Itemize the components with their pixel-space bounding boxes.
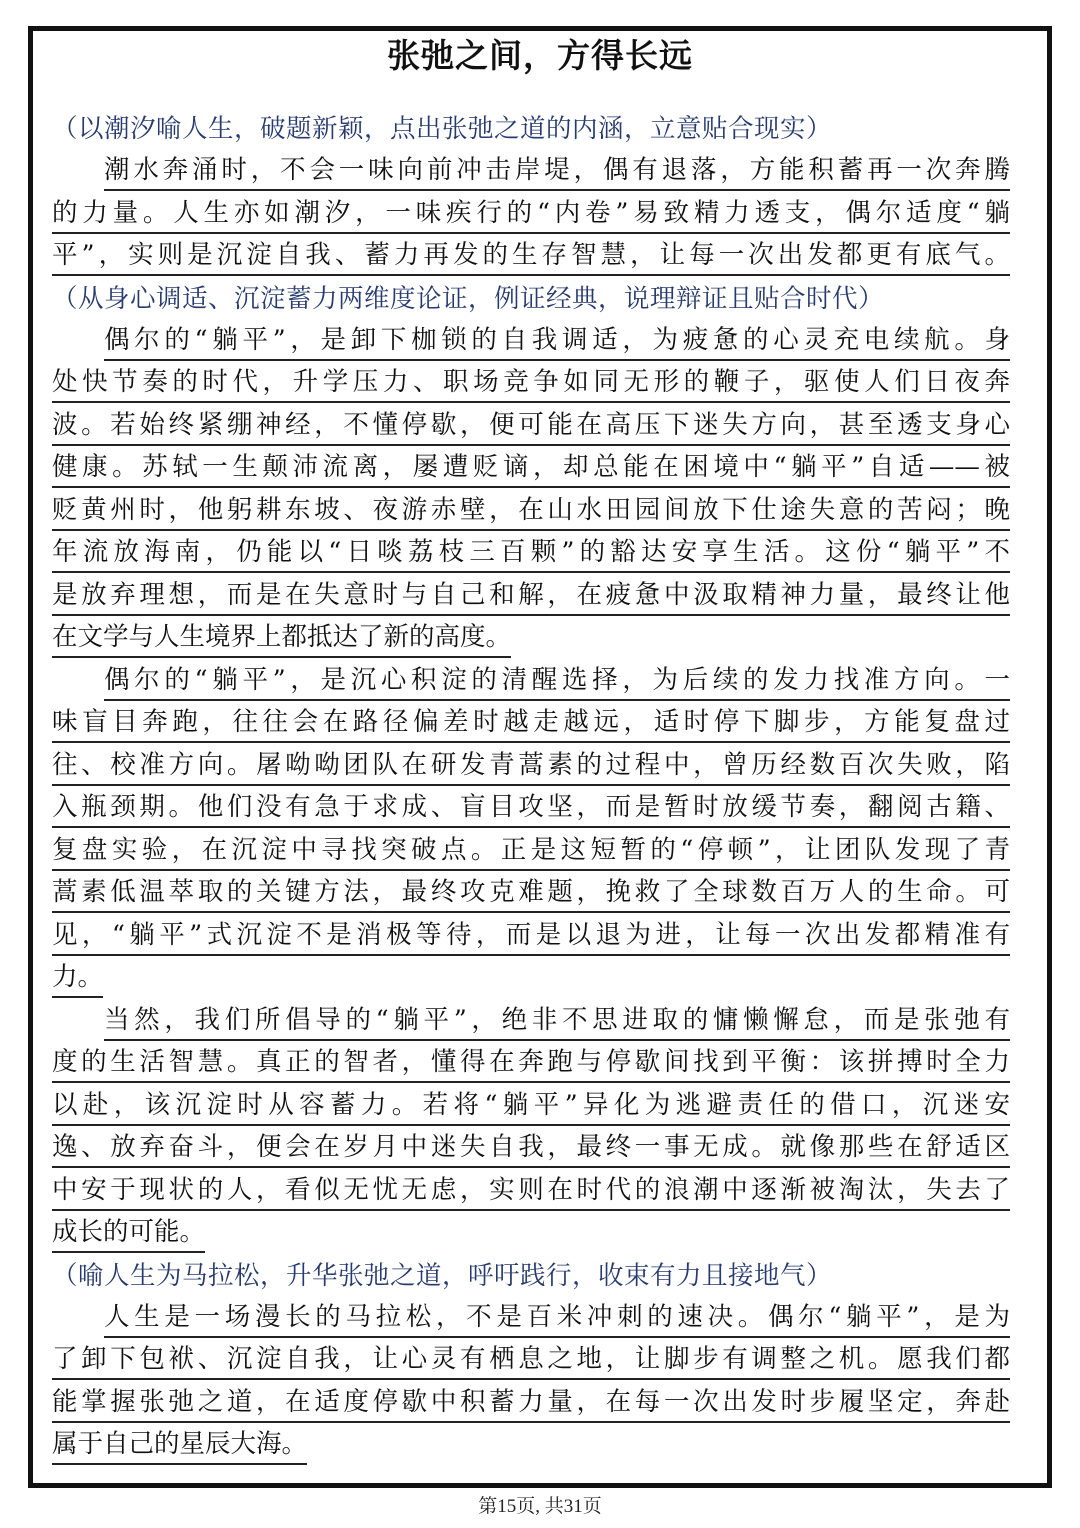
text-line: 波。若始终紧绷神经，不懂停歇，便可能在高压下迷失方向，甚至透支身心 — [52, 406, 1010, 446]
text-line: 潮水奔涌时，不会一味向前冲击岸堤，偶有退落，方能积蓄再一次奔腾 — [104, 151, 1010, 191]
paragraph-1 — [52, 150, 1010, 278]
paragraph-5 — [52, 1297, 1010, 1467]
annotation-intro: （以潮汐喻人生，破题新颖，点出张弛之道的内涵，立意贴合现实） — [52, 114, 833, 144]
text-line: 度的生活智慧。真正的智者，懂得在奔跑与停歇间找到平衡：该拼搏时全力 — [52, 1043, 1010, 1083]
text-line: 贬黄州时，他躬耕东坡、夜游赤壁，在山水田园间放下仕途失意的苦闷；晚 — [52, 491, 1010, 531]
text-line: 以赴，该沉淀时从容蓄力。若将“躺平”异化为逃避责任的借口，沉迷安 — [52, 1086, 1010, 1126]
page-number: 第15页, 共31页 — [478, 1496, 602, 1517]
text-line: 年流放海南，仍能以“日啖荔枝三百颗”的豁达安享生活。这份“躺平”不 — [52, 533, 1010, 573]
text-line: 人生是一场漫长的马拉松，不是百米冲刺的速决。偶尔“躺平”，是为 — [104, 1298, 1010, 1338]
text-line: 往、校准方向。屠呦呦团队在研发青蒿素的过程中，曾历经数百次失败，陷 — [52, 746, 1010, 786]
text-line: 逸、放弃奋斗，便会在岁月中迷失自我，最终一事无成。就像那些在舒适区 — [52, 1128, 1010, 1168]
paragraph-3 — [52, 660, 1010, 1000]
essay-title: 张弛之间，方得长远 — [387, 36, 693, 75]
text-line: 蒿素低温萃取的关键方法，最终攻克难题，挽救了全球数百万人的生命。可 — [52, 873, 1010, 913]
text-line: 健康。苏轼一生颠沛流离，屡遭贬谪，却总能在困境中“躺平”自适——被 — [52, 448, 1010, 488]
text-line: 能掌握张弛之道，在适度停歇中积蓄力量，在每一次出发时步履坚定，奔赴 — [52, 1383, 1010, 1423]
text-line: 复盘实验，在沉淀中寻找突破点。正是这短暂的“停顿”，让团队发现了青 — [52, 831, 1010, 871]
paragraph-2 — [52, 320, 1010, 660]
text-line: 在文学与人生境界上都抵达了新的高度。 — [52, 618, 511, 658]
text-line: 味盲目奔跑，往往会在路径偏差时越走越远，适时停下脚步，方能复盘过 — [52, 703, 1010, 743]
essay-body — [52, 108, 1010, 1467]
text-line: 属于自己的星辰大海。 — [52, 1425, 307, 1465]
text-line: 力。 — [52, 958, 103, 998]
text-line: 成长的可能。 — [52, 1213, 205, 1253]
text-line: 中安于现状的人，看似无忧无虑，实则在时代的浪潮中逐渐被淘汰，失去了 — [52, 1171, 1010, 1211]
text-line: 入瓶颈期。他们没有急于求成、盲目攻坚，而是暂时放缓节奏，翻阅古籍、 — [52, 788, 1010, 828]
annotation-body: （从身心调适、沉淀蓄力两维度论证，例证经典，说理辩证且贴合时代） — [52, 283, 885, 314]
text-line: 的力量。人生亦如潮汐，一味疾行的“内卷”易致精力透支，偶尔适度“躺 — [52, 194, 1010, 234]
text-line: 当然，我们所倡导的“躺平”，绝非不思进取的慵懒懈怠，而是张弛有 — [104, 1001, 1010, 1041]
text-line: 处快节奏的时代，升学压力、职场竞争如同无形的鞭子，驱使人们日夜奔 — [52, 363, 1010, 403]
text-line: 偶尔的“躺平”，是卸下枷锁的自我调适，为疲惫的心灵充电续航。身 — [104, 321, 1010, 361]
annotation-conclusion: （喻人生为马拉松，升华张弛之道，呼吁践行，收束有力且接地气） — [52, 1260, 833, 1291]
text-line: 是放弃理想，而是在失意时与自己和解，在疲惫中汲取精神力量，最终让他 — [52, 576, 1010, 616]
paragraph-4 — [52, 1000, 1010, 1255]
text-line: 见，“躺平”式沉淀不是消极等待，而是以退为进，让每一次出发都精准有 — [52, 916, 1010, 956]
text-line: 偶尔的“躺平”，是沉心积淀的清醒选择，为后续的发力找准方向。一 — [104, 661, 1010, 701]
text-line: 平”，实则是沉淀自我、蓄力再发的生存智慧，让每一次出发都更有底气。 — [52, 236, 1010, 276]
text-line: 了卸下包袱、沉淀自我，让心灵有栖息之地，让脚步有调整之机。愿我们都 — [52, 1340, 1010, 1380]
